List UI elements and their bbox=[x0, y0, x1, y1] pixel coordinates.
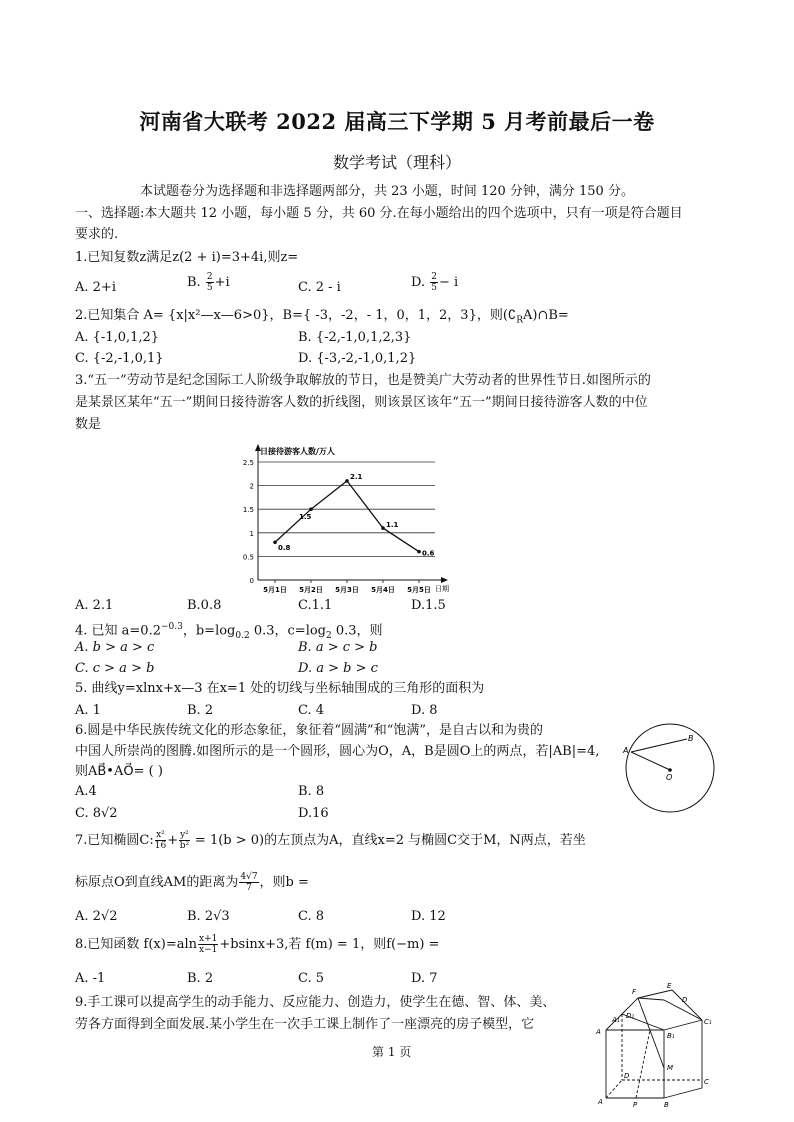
data-label: 1.1 bbox=[386, 521, 399, 530]
q5-stem: 5. 曲线y=xlnx+x—3 在x=1 处的切线与坐标轴围成的三角形的面积为 bbox=[75, 681, 485, 696]
data-label: 1.5 bbox=[299, 513, 312, 522]
q1-stem: 1.已知复数z满足z(2 + i)=3+4i,则z= bbox=[75, 250, 299, 265]
q2-option-c: C. {-2,-1,0,1} bbox=[75, 351, 164, 366]
fraction: $\frac{2}{5}$ bbox=[206, 272, 213, 293]
data-label: 2.1 bbox=[350, 472, 363, 481]
q6-option-c: C. 8√2 bbox=[75, 806, 118, 821]
fraction: $\frac{4√7}{7}$ bbox=[240, 872, 258, 893]
x-tick-label: 5月5日 bbox=[407, 586, 431, 594]
q8-option-b: B. 2 bbox=[187, 971, 214, 986]
label-d-top: D bbox=[682, 996, 688, 1004]
label-o: O bbox=[666, 773, 673, 782]
q6-stem-line2: 中国人所崇尚的图腾.如图所示的是一个圆形，圆心为O，A，B是圆O上的两点，若|AB|=4, bbox=[75, 744, 600, 759]
q3-stem-line1: 3.“五一”劳动节是纪念国际工人阶级争取解放的节日，也是赞美广大劳动者的世界性节日.如图所示的 bbox=[75, 373, 651, 388]
exam-title: 河南省大联考 2022 届高三下学期 5 月考前最后一卷 bbox=[139, 109, 655, 134]
y-tick-label: 1.5 bbox=[242, 506, 254, 515]
section-heading: 一、选择题:本大题共 12 小题，每小题 5 分，共 60 分.在每小题给出的四个选项中，只有一项是符合题目 bbox=[75, 206, 683, 221]
x-tick-label: 5月3日 bbox=[335, 586, 359, 594]
series-line bbox=[275, 481, 419, 552]
y-tick-labels bbox=[243, 459, 254, 585]
q5-option-d: D. 8 bbox=[411, 703, 438, 718]
q1-option-a: A. 2+i bbox=[75, 280, 116, 295]
q4-option-d: D. a > b > c bbox=[298, 661, 378, 676]
x-tick-label: 5月2日 bbox=[299, 586, 323, 594]
data-point bbox=[273, 540, 277, 544]
label-m: M bbox=[667, 1064, 674, 1072]
page-number: 第 1 页 bbox=[372, 1045, 412, 1059]
q3-stem-line2: 是某景区某年“五一”期间日接待游客人数的折线图，则该景区该年“五一”期间日接待游客人数的中位 bbox=[75, 395, 648, 410]
gridlines bbox=[258, 462, 435, 556]
x-tick-label: 5月1日 bbox=[263, 586, 287, 594]
label-c1: C₁ bbox=[704, 1018, 712, 1026]
q7-option-c: C. 8 bbox=[298, 909, 325, 924]
q6-stem-line3: 则AB⃗•AO⃗= ( ) bbox=[75, 764, 163, 779]
q7-stem-line2: 标原点O到直线AM的距离为 $\frac{4√7}{7}$ ，则b = bbox=[75, 872, 309, 893]
y-tick-label: 0.5 bbox=[242, 553, 254, 562]
q6-option-a: A.4 bbox=[75, 784, 97, 799]
data-point bbox=[345, 479, 349, 483]
q3-stem-line3: 数是 bbox=[75, 417, 102, 432]
label-b1: B₁ bbox=[667, 1032, 675, 1040]
q3-option-b: B.0.8 bbox=[187, 598, 222, 613]
x-axis-label: 日期 bbox=[435, 585, 449, 593]
segment-ao bbox=[631, 752, 670, 770]
x-axis-arrow bbox=[441, 577, 448, 583]
q4-option-b: B. a > c > b bbox=[298, 640, 378, 655]
q3-option-c: C.1.1 bbox=[298, 598, 333, 613]
x-tick-labels bbox=[263, 580, 431, 594]
label-b: B bbox=[664, 1101, 669, 1109]
segment-ab bbox=[631, 739, 687, 752]
q2-option-b: B. {-2,-1,0,1,2,3} bbox=[298, 330, 412, 345]
fraction: $\frac{x+1}{x-1}$ bbox=[199, 934, 218, 955]
q5-option-b: B. 2 bbox=[187, 703, 214, 718]
q8-option-d: D. 7 bbox=[411, 971, 438, 986]
data-label: 0.8 bbox=[278, 544, 291, 553]
house-model-figure bbox=[590, 980, 720, 1110]
q1-option-b: B. $\frac{2}{5}$ +i bbox=[187, 272, 230, 293]
q7-stem-line1: 7.已知椭圆C: $\frac{\text{x²}}{16}$ + $\frac{\text{y²}}{\text{b²}}$ = 1(b > 0)的左顶点为A，直线x=2 与椭圆C交于M，N两点，若坐 bbox=[75, 830, 586, 851]
fraction: $\frac{\text{x²}}{16}$ bbox=[154, 830, 167, 851]
label-e: E bbox=[667, 982, 672, 990]
label-b: B bbox=[688, 734, 694, 743]
q2-option-a: A. {-1,0,1,2} bbox=[75, 330, 160, 345]
x-tick-label: 5月4日 bbox=[371, 586, 395, 594]
q1-option-c: C. 2 - i bbox=[298, 280, 341, 295]
q3-option-a: A. 2.1 bbox=[75, 598, 114, 613]
q9-stem-line2: 劳各方面得到全面发展.某小学生在一次手工课上制作了一座漂亮的房子模型，它 bbox=[75, 1017, 535, 1032]
data-point bbox=[417, 550, 421, 554]
label-a-bottom: A bbox=[598, 1098, 603, 1106]
q8-stem: 8.已知函数 f(x)=aln $\frac{x+1}{x-1}$ +bsinx+3,若 f(m) = 1，则f(−m) = bbox=[75, 934, 440, 955]
q7-option-b: B. 2√3 bbox=[187, 909, 230, 924]
q4-option-c: C. c > a > b bbox=[75, 661, 155, 676]
y-tick-label: 0 bbox=[249, 577, 254, 585]
label-d1: D₁ bbox=[626, 1012, 635, 1020]
label-a: A bbox=[623, 746, 629, 755]
q8-option-a: A. -1 bbox=[75, 971, 106, 986]
q7-option-d: D. 12 bbox=[411, 909, 446, 924]
label-p: P bbox=[633, 1101, 638, 1109]
data-point bbox=[309, 507, 313, 511]
q5-option-a: A. 1 bbox=[75, 703, 101, 718]
label-d-bottom: D bbox=[624, 1072, 630, 1080]
label-f: F bbox=[632, 988, 637, 996]
data-label: 0.6 bbox=[422, 549, 435, 558]
label-a-mid: A bbox=[596, 1028, 601, 1036]
label-c: C bbox=[704, 1078, 709, 1086]
q1-option-d: D. $\frac{2}{5}$ − i bbox=[411, 272, 459, 293]
q4-option-a: A. b > a > c bbox=[75, 640, 155, 655]
q7-option-a: A. 2√2 bbox=[75, 909, 118, 924]
y-tick-label: 2 bbox=[249, 482, 254, 491]
label-a1: A₁ bbox=[612, 1016, 620, 1024]
q8-option-c: C. 5 bbox=[298, 971, 325, 986]
chart-title: 日接待游客人数/万人 bbox=[260, 447, 335, 456]
center-point bbox=[668, 768, 672, 772]
house-edges bbox=[606, 990, 702, 1098]
intro-text: 本试题卷分为选择题和非选择题两部分，共 23 小题，时间 120 分钟，满分 150 分。 bbox=[140, 184, 634, 199]
y-tick-label: 2.5 bbox=[242, 459, 254, 467]
section-heading-cont: 要求的. bbox=[75, 227, 119, 242]
q2-stem: 2.已知集合 A= {x|x²—x—6>0}，B={ -3，-2，- 1，0，1，2，3}，则$(∁_RA)\cap B=$ bbox=[75, 308, 569, 326]
visitor-line-chart bbox=[230, 440, 460, 595]
q4-stem: 4. 已知 $a=0.2^{-0.3}$，$b=\log_{0.2}$ 0.3，$c=\log_2$ 0.3，则 bbox=[75, 622, 383, 641]
exam-subtitle: 数学考试（理科） bbox=[332, 153, 461, 172]
fraction: $\frac{2}{5}$ bbox=[431, 272, 437, 293]
circle-o bbox=[626, 724, 714, 812]
fraction: $\frac{\text{y²}}{\text{b²}}$ bbox=[179, 830, 190, 851]
data-point bbox=[381, 526, 385, 530]
circle-figure bbox=[620, 718, 720, 818]
q5-option-c: C. 4 bbox=[298, 703, 325, 718]
y-tick-label: 1 bbox=[249, 529, 254, 538]
q6-stem-line1: 6.圆是中华民族传统文化的形态象征，象征着“圆满”和“饱满”，是自古以和为贵的 bbox=[75, 723, 543, 738]
q6-option-b: B. 8 bbox=[298, 784, 325, 799]
q2-option-d: D. {-3,-2,-1,0,1,2} bbox=[298, 351, 417, 366]
q6-option-d: D.16 bbox=[298, 806, 329, 821]
q3-option-d: D.1.5 bbox=[411, 598, 446, 613]
q9-stem-line1: 9.手工课可以提高学生的动手能力、反应能力、创造力，使学生在德、智、体、美、 bbox=[75, 995, 556, 1010]
